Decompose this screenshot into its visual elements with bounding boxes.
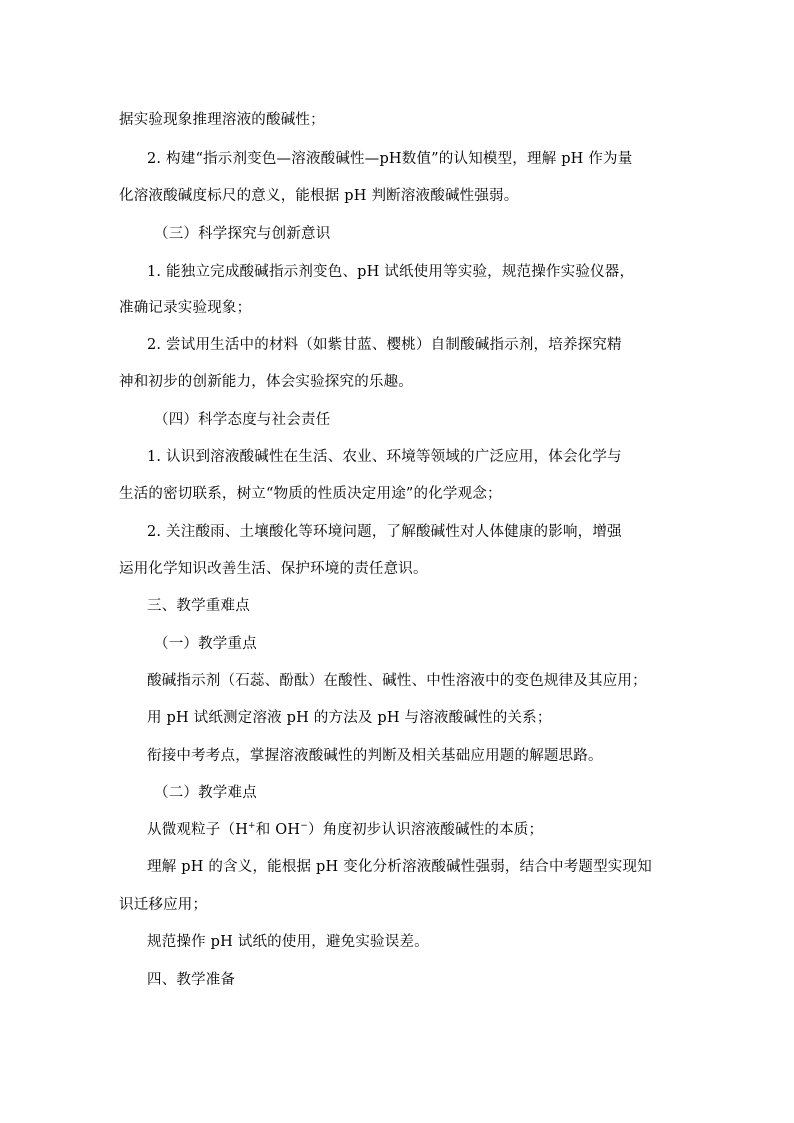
chapter-heading: 四、教学准备 (147, 972, 236, 988)
text-line: 规范操作 pH 试纸的使用，避免实验误差。 (147, 934, 429, 950)
text-line: 化溶液酸碱度标尺的意义，能根据 pH 判断溶液酸碱性强弱。 (119, 188, 519, 204)
section-heading: （四）科学态度与社会责任 (154, 412, 331, 428)
text-line: 衔接中考考点，掌握溶液酸碱性的判断及相关基础应用题的解题思路。 (147, 748, 603, 764)
text-line: 2. 尝试用生活中的材料（如紫甘蓝、樱桃）自制酸碱指示剂，培养探究精 (147, 337, 622, 353)
text-line: 神和初步的创新能力，体会实验探究的乐趣。 (119, 374, 413, 390)
text-line: 1. 认识到溶液酸碱性在生活、农业、环境等领域的广泛应用，体会化学与 (147, 449, 622, 465)
section-heading: （一）教学重点 (154, 636, 257, 652)
text-line: 2. 关注酸雨、土壤酸化等环境问题，了解酸碱性对人体健康的影响，增强 (147, 524, 622, 540)
section-heading: （二）教学难点 (154, 785, 257, 801)
text-line: 2. 构建“指示剂变色—溶液酸碱性—pH数值”的认知模型，理解 pH 作为量 (147, 151, 633, 167)
text-line-ions (0, 820, 794, 840)
text-line: 准确记录实验现象； (119, 300, 252, 316)
text-fragment: 从微观粒子（H (147, 822, 249, 838)
text-line: 识迁移应用； (119, 897, 208, 913)
text-line: 1. 能独立完成酸碱指示剂变色、pH 试纸使用等实验，规范操作实验仪器， (147, 264, 635, 280)
chapter-heading: 三、教学重难点 (147, 598, 250, 614)
section-heading: （三）科学探究与创新意识 (154, 226, 331, 242)
text-line: 生活的密切联系，树立“物质的性质决定用途”的化学观念； (119, 486, 502, 502)
text-line: 运用化学知识改善生活、保护环境的责任意识。 (119, 561, 428, 577)
text-line: 酸碱指示剂（石蕊、酚酞）在酸性、碱性、中性溶液中的变色规律及其应用； (147, 673, 647, 689)
text-line: 据实验现象推理溶液的酸碱性； (119, 112, 325, 128)
text-fragment: 和 OH (255, 822, 301, 838)
text-line: 用 pH 试纸测定溶液 pH 的方法及 pH 与溶液酸碱性的关系； (147, 710, 552, 726)
superscript: + (248, 821, 256, 832)
text-line: 理解 pH 的含义，能根据 pH 变化分析溶液酸碱性强弱，结合中考题型实现知 (147, 859, 652, 875)
text-fragment: ）角度初步认识溶液酸碱性的本质； (308, 822, 544, 838)
superscript: − (300, 821, 308, 832)
